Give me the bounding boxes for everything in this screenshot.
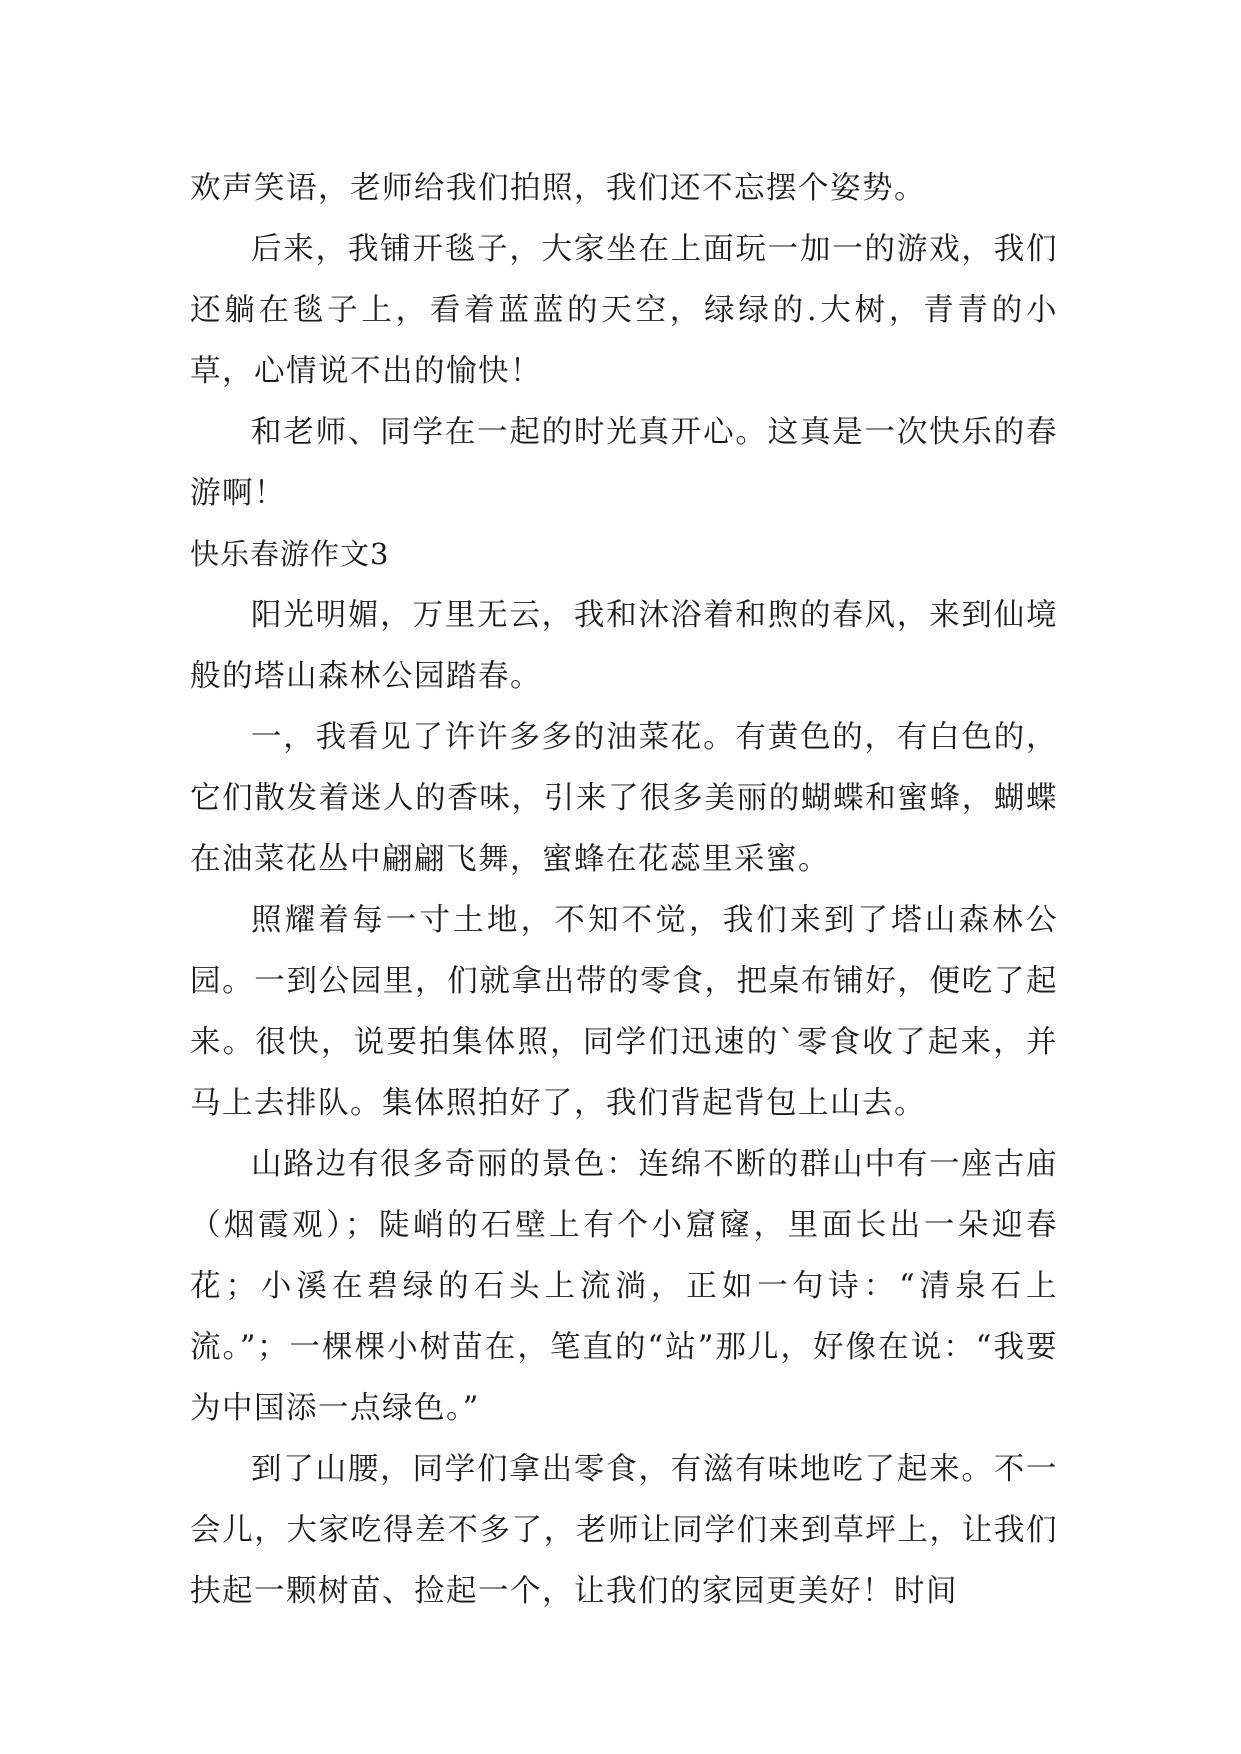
paragraph: 山路边有很多奇丽的景色：连绵不断的群山中有一座古庙（烟霞观）；陡峭的石壁上有个小窟窿，里面长出一朵迎春花；小溪在碧绿的石头上流淌，正如一句诗：“清泉石上流。”；一棵棵小树苗在，笔直的“站”那儿，好像在说：“我要为中国添一点绿色。”: [190, 1147, 1058, 1426]
section-heading: 快乐春游作文3: [190, 537, 390, 571]
paragraph: 阳光明媚，万里无云，我和沐浴着和煦的春风，来到仙境般的塔山森林公园踏春。: [190, 598, 1058, 694]
paragraph: 一，我看见了许许多多的油菜花。有黄色的，有白色的，它们散发着迷人的香味，引来了很多美丽的蝴蝶和蜜蜂，蝴蝶在油菜花丛中翩翩飞舞，蜜蜂在花蕊里采蜜。: [190, 720, 1058, 877]
paragraph: 和老师、同学在一起的时光真开心。这真是一次快乐的春游啊！: [190, 415, 1058, 511]
paragraph: 到了山腰，同学们拿出零食，有滋有味地吃了起来。不一会儿，大家吃得差不多了，老师让同学们来到草坪上，让我们扶起一颗树苗、捡起一个，让我们的家园更美好！时间: [190, 1452, 1058, 1609]
paragraph-continuation: 欢声笑语，老师给我们拍照，我们还不忘摆个姿势。: [190, 171, 926, 206]
paragraph: 照耀着每一寸土地，不知不觉，我们来到了塔山森林公园。一到公园里，们就拿出带的零食，把桌布铺好，便吃了起来。很快，说要拍集体照，同学们迅速的`零食收了起来，并马上去排队。集体照拍好了，我们背起背包上山去。: [190, 903, 1058, 1121]
document-body: [190, 158, 1058, 1622]
paragraph: 后来，我铺开毯子，大家坐在上面玩一加一的游戏，我们还躺在毯子上，看着蓝蓝的天空，绿绿的.大树，青青的小草，心情说不出的愉快！: [190, 232, 1058, 389]
